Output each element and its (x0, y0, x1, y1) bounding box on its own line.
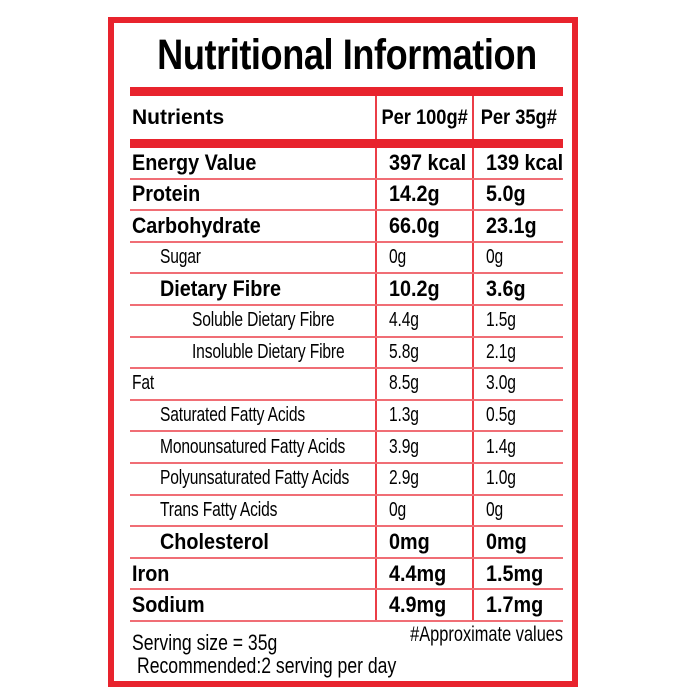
per-100g-value-cell (375, 180, 472, 210)
per-100g-value: 14.2g (389, 181, 440, 207)
per-100g-value: 4.4mg (389, 560, 447, 586)
per-35g-value: 0mg (486, 528, 527, 554)
per-100g-value-cell (375, 243, 472, 273)
per-35g-value-cell (472, 148, 572, 178)
per-35g-value: 139 kcal (486, 149, 564, 175)
approximate-values-note: #Approximate values (410, 622, 563, 646)
per-35g-value: 5.0g (486, 181, 526, 207)
column-header-nutrients (130, 96, 375, 139)
per-35g-value: 0g (486, 246, 504, 269)
per-100g-value: 397 kcal (389, 149, 467, 175)
nutrient-name: Sugar (160, 246, 201, 269)
nutrient-name: Carbohydrate (132, 212, 261, 238)
per-100g-value: 4.4g (389, 309, 419, 332)
nutrient-name-cell (130, 180, 375, 210)
per-35g-value-cell (472, 369, 563, 399)
table-row (130, 306, 563, 338)
nutrient-name-cell (130, 243, 375, 273)
nutrient-name-cell (130, 401, 375, 431)
nutrient-name: Iron (132, 560, 170, 586)
per-100g-value: 10.2g (389, 276, 440, 302)
nutrient-name-cell (130, 590, 375, 620)
per-35g-value-cell (472, 401, 563, 431)
per-100g-value: 66.0g (389, 212, 440, 238)
per-100g-value-cell (375, 464, 472, 494)
table-row (130, 496, 563, 528)
nutrient-name-cell (130, 559, 375, 589)
per-35g-value: 0.5g (486, 404, 516, 427)
per-100g-value: 4.9mg (389, 592, 447, 618)
per-35g-value: 1.5g (486, 309, 516, 332)
nutrient-name-cell (130, 496, 375, 526)
per-100g-value-cell (375, 148, 472, 178)
label-footer (130, 622, 563, 680)
nutrient-name-cell (130, 338, 375, 368)
per-35g-value: 2.1g (486, 340, 516, 363)
nutrient-name-cell (130, 306, 375, 336)
table-rows (130, 148, 563, 622)
table-row (130, 527, 563, 559)
per-35g-value-cell (472, 432, 563, 462)
per-35g-value-cell (472, 243, 563, 273)
nutrient-name: Trans Fatty Acids (160, 498, 278, 521)
table-row (130, 243, 563, 275)
table-row (130, 559, 563, 591)
nutrient-name: Dietary Fibre (160, 276, 282, 302)
per-35g-value: 1.5mg (486, 560, 544, 586)
page-title: Nutritional Information (156, 30, 537, 79)
per-100g-value: 3.9g (389, 435, 419, 458)
nutrient-name-cell (130, 211, 375, 241)
column-header-per-100g (375, 96, 472, 139)
nutrient-name-cell (130, 464, 375, 494)
per-100g-value-cell (375, 559, 472, 589)
per-35g-value: 1.0g (486, 467, 516, 490)
per-100g-value: 0g (389, 498, 407, 521)
per-35g-value: 3.6g (486, 276, 526, 302)
per-35g-value: 0g (486, 498, 504, 521)
header-separator-bar (130, 139, 563, 148)
nutrient-name: Saturated Fatty Acids (160, 404, 306, 427)
nutrient-name: Polyunsaturated Fatty Acids (160, 467, 350, 490)
per-100g-value-cell (375, 369, 472, 399)
nutrient-name: Soluble Dietary Fibre (192, 309, 335, 332)
nutrient-name-cell (130, 274, 375, 304)
table-row (130, 464, 563, 496)
per-35g-value-cell (472, 527, 563, 557)
per-100g-value: 2.9g (389, 467, 419, 490)
nutrient-name: Sodium (132, 592, 205, 618)
table-row (130, 401, 563, 433)
per-100g-value-cell (375, 338, 472, 368)
per-100g-value-cell (375, 590, 472, 620)
per-35g-value-cell (472, 180, 563, 210)
per-100g-value-cell (375, 432, 472, 462)
table-row (130, 338, 563, 370)
per-35g-value-cell (472, 306, 563, 336)
per-35g-value-cell (472, 274, 563, 304)
per-35g-value: 1.7mg (486, 592, 544, 618)
table-row (130, 180, 563, 212)
per-35g-value: 23.1g (486, 212, 537, 238)
per-100g-value: 1.3g (389, 404, 419, 427)
per-35g-value-cell (472, 559, 563, 589)
per-100g-value-cell (375, 211, 472, 241)
column-header-per-100g-label: Per 100g# (381, 105, 468, 129)
nutrient-name: Energy Value (132, 149, 257, 175)
recommended-serving-note: Recommended:2 serving per day (137, 652, 397, 678)
nutrient-name: Fat (132, 372, 155, 395)
table-row (130, 432, 563, 464)
per-100g-value: 0g (389, 246, 407, 269)
nutrition-label (108, 17, 578, 687)
per-35g-value: 1.4g (486, 435, 516, 458)
table-row (130, 590, 563, 622)
nutrient-name: Protein (132, 181, 201, 207)
per-100g-value-cell (375, 496, 472, 526)
label-content (130, 23, 563, 681)
table-row (130, 369, 563, 401)
per-35g-value-cell (472, 211, 563, 241)
per-100g-value-cell (375, 306, 472, 336)
nutrient-name-cell (130, 369, 375, 399)
nutrient-name: Cholesterol (160, 528, 269, 554)
per-100g-value-cell (375, 274, 472, 304)
per-35g-value-cell (472, 590, 563, 620)
nutrient-name-cell (130, 432, 375, 462)
column-header-per-35g-label: Per 35g# (480, 105, 557, 129)
table-header-row (130, 96, 563, 139)
table-row (130, 148, 563, 180)
per-100g-value-cell (375, 527, 472, 557)
per-35g-value: 3.0g (486, 372, 516, 395)
column-header-nutrients-label: Nutrients (132, 105, 225, 129)
serving-size-note: Serving size = 35g (132, 629, 278, 655)
column-header-per-35g (472, 96, 563, 139)
per-100g-value: 0mg (389, 528, 430, 554)
table-row (130, 211, 563, 243)
nutrient-name-cell (130, 148, 375, 178)
per-100g-value: 5.8g (389, 340, 419, 363)
per-35g-value-cell (472, 496, 563, 526)
per-100g-value: 8.5g (389, 372, 419, 395)
nutrient-name-cell (130, 527, 375, 557)
per-100g-value-cell (375, 401, 472, 431)
per-35g-value-cell (472, 464, 563, 494)
table-row (130, 274, 563, 306)
nutrient-name: Monounsatured Fatty Acids (160, 435, 346, 458)
nutrient-name: Insoluble Dietary Fibre (192, 340, 345, 363)
label-header (130, 23, 563, 87)
per-35g-value-cell (472, 338, 563, 368)
title-underline-bar (130, 87, 563, 96)
